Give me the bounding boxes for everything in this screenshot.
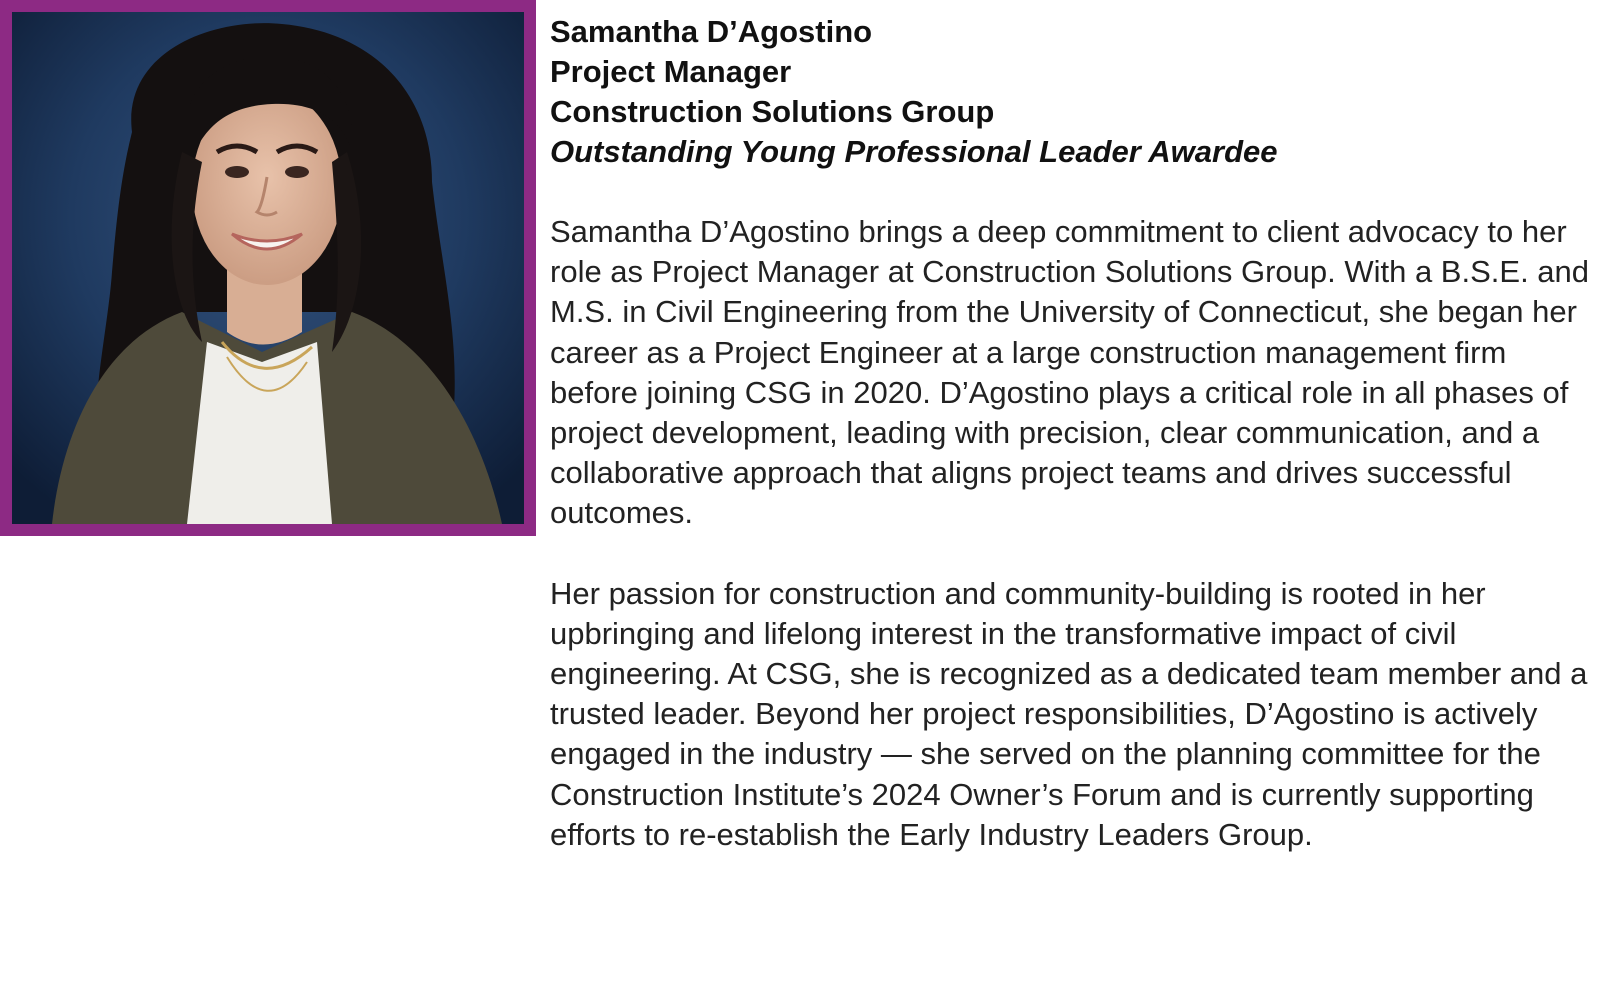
portrait-frame <box>0 0 536 536</box>
bio-paragraph-1: Samantha D’Agostino brings a deep commitment to client advocacy to her role as Project Manager at Construction Solutions Group. With a B.S.E. and M.S. in Civil Engineering from the University of Connecticut, she began her career as a Project Engineer at a large construction management firm before joining CSG in 2020. D’Agostino plays a critical role in all phases of project development, leading with precision, clear communication, and a collaborative approach that aligns project teams and drives successful outcomes. <box>550 214 1590 531</box>
portrait-illustration <box>12 12 524 524</box>
person-name: Samantha D’Agostino <box>550 14 873 49</box>
award-title: Outstanding Young Professional Leader Awardee <box>550 134 1278 169</box>
portrait-photo <box>12 12 524 524</box>
company-name: Construction Solutions Group <box>550 94 995 129</box>
job-title: Project Manager <box>550 54 792 89</box>
bio-section <box>550 12 1590 855</box>
bio-paragraph-2: Her passion for construction and community-building is rooted in her upbringing and lifelong interest in the transformative impact of civil engineering. At CSG, she is recognized as a dedicated team member and a trusted leader. Beyond her project responsibilities, D’Agostino is actively engaged in the industry — she served on the planning committee for the Construction Institute’s 2024 Owner’s Forum and is currently supporting efforts to re-establish the Early Industry Leaders Group. <box>550 575 1588 852</box>
